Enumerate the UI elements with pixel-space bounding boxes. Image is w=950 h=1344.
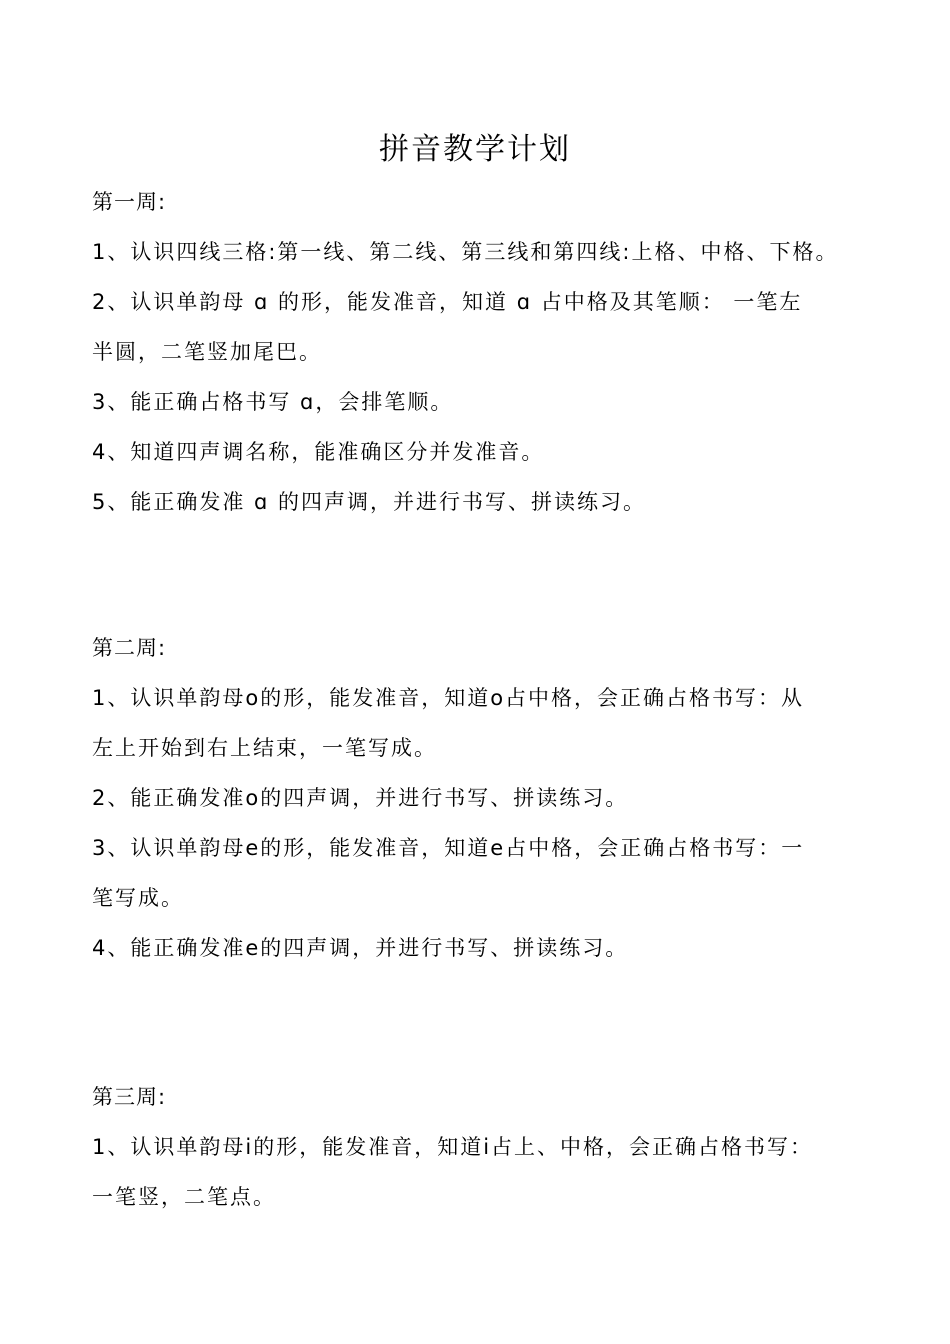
document-title: 拼音教学计划 <box>379 132 571 167</box>
plan-line: 3、能正确占格书写 ɑ，会排笔顺。 <box>92 390 454 414</box>
plan-line: 一笔竖，二笔点。 <box>92 1185 276 1209</box>
week-heading: 第一周: <box>92 190 167 214</box>
plan-line: 4、能正确发准e的四声调，并进行书写、拼读练习。 <box>92 936 629 960</box>
week-heading: 第二周: <box>92 636 167 660</box>
plan-line: 1、认识单韵母i的形，能发准音，知道i占上、中格，会正确占格书写： <box>92 1135 814 1159</box>
plan-line: 2、能正确发准o的四声调，并进行书写、拼读练习。 <box>92 786 629 810</box>
week-section-2 <box>92 623 882 973</box>
plan-line: 3、认识单韵母e的形，能发准音，知道e占中格，会正确占格书写：一 <box>92 836 805 860</box>
plan-line: 1、认识单韵母o的形，能发准音，知道o占中格，会正确占格书写：从 <box>92 686 805 710</box>
plan-line: 半圆，二笔竖加尾巴。 <box>92 340 322 364</box>
week-heading: 第三周: <box>92 1085 167 1109</box>
plan-line: 2、认识单韵母 ɑ 的形，能发准音，知道 ɑ 占中格及其笔顺： 一笔左 <box>92 290 803 314</box>
plan-line: 1、认识四线三格:第一线、第二线、第三线和第四线:上格、中格、下格。 <box>92 240 839 264</box>
plan-line: 4、知道四声调名称，能准确区分并发准音。 <box>92 440 545 464</box>
week-section-3 <box>92 1072 882 1222</box>
plan-line: 5、能正确发准 ɑ 的四声调，并进行书写、拼读练习。 <box>92 490 647 514</box>
week-section-1 <box>92 177 882 527</box>
plan-line: 笔写成。 <box>92 886 184 910</box>
plan-line: 左上开始到右上结束，一笔写成。 <box>92 736 437 760</box>
